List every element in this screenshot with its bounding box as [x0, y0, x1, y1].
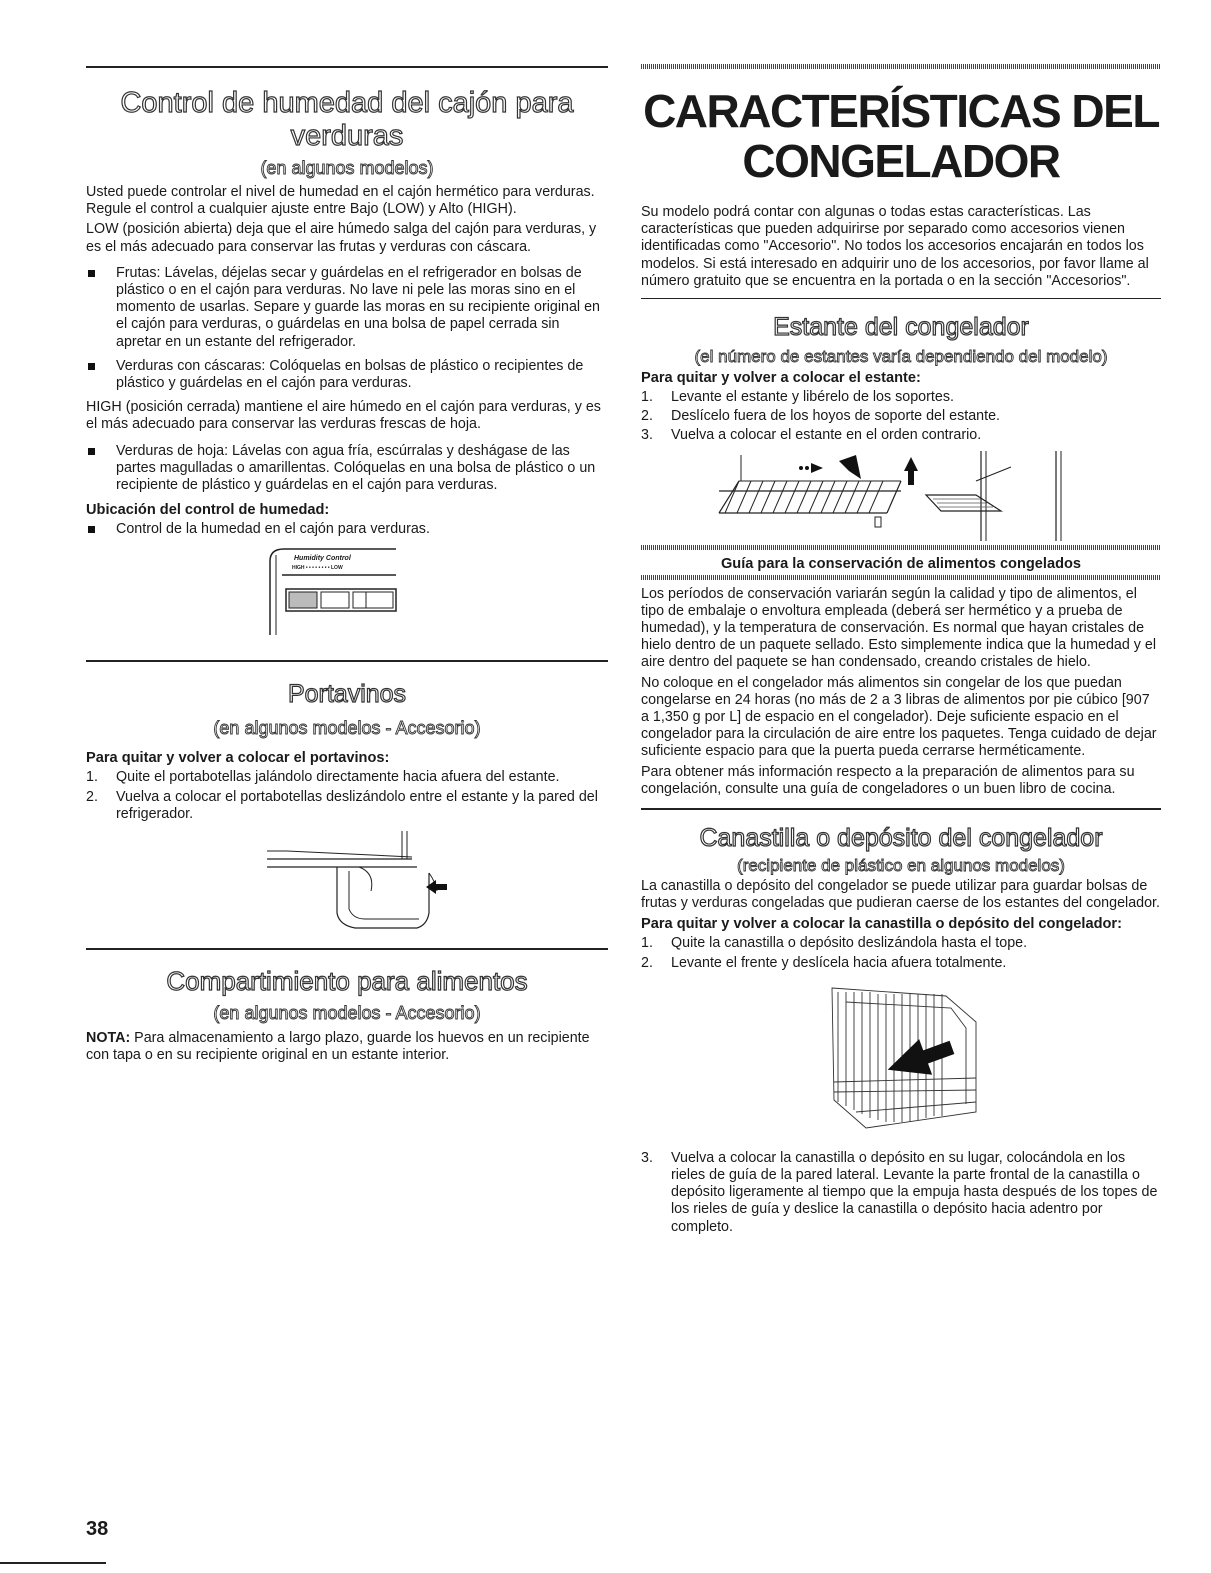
humidity-control-scale: HIGH • • • • • • • • LOW: [292, 565, 343, 572]
compartment-section-subtitle: (en algunos modelos - Accesorio): [213, 1003, 481, 1024]
step-text: Vuelva a colocar la canastilla o depósito en su lugar, colocándola en los rieles de guía de la pared lateral. Levante la parte frontal de la canastilla o depósito ligeramente al tiempo que la empuja hasta después de los topes de los rieles de guía y deslice la canastilla o depósito hacia adentro por completo.: [671, 1149, 1158, 1235]
freezer-shelf-illustration: [711, 451, 1151, 541]
humidity-section-subtitle: (en algunos modelos): [260, 158, 434, 178]
section-divider: [641, 575, 1161, 580]
freezer-basket-illustration: [826, 982, 986, 1132]
section-divider: [641, 808, 1161, 810]
shelf-section-title: Estante del congelador: [773, 313, 1029, 342]
shelf-section-subtitle: (el número de estantes varía dependiendo del modelo): [694, 347, 1108, 367]
step-number: 1.: [641, 389, 653, 406]
step-number: 2.: [641, 408, 653, 425]
wine-rack-illustration: [247, 829, 447, 934]
section-divider: [86, 948, 608, 950]
step-number: 3.: [641, 1149, 653, 1166]
section-divider: [86, 66, 608, 68]
main-title-line-2: CONGELADOR: [742, 135, 1060, 187]
section-divider: [86, 660, 608, 662]
humidity-location-heading: Ubicación del control de humedad:: [86, 502, 330, 519]
humidity-control-illustration: [266, 545, 406, 637]
guide-paragraph-2: No coloque en el congelador más alimentos sin congelar de los que puedan congelarse en 24 horas (no más de 2 a 3 libras de alimentos por pie cúbico [907 a 1,350 g por L] de espacio en el congelador). Deje suficiente espacio en el congelador para la circulación de aire entre los paquetes. Tenga cuidado de dejar suficiente espacio para que la puerta pueda cerrarse herméticamente.: [641, 674, 1157, 760]
note-label: NOTA:: [86, 1030, 131, 1047]
humidity-paragraph-2: LOW (posición abierta) deja que el aire húmedo salga del cajón para verduras, y es el más adecuado para conservar las frutas y verduras con cáscara.: [86, 221, 597, 255]
list-item: Control de la humedad en el cajón para verduras.: [86, 521, 608, 538]
intro-paragraph: Su modelo podrá contar con algunas o todas estas características. Las características que pueden adquirirse por separado como accesorios vienen identificadas como "Accesorio". No todos los accesorios encajarán en todos los modelos. Si está interesado en adquirir uno de los accesorios, por favor llame al número gratuito que se encuentra en la portada o en la sección "Accesorios".: [641, 204, 1149, 289]
step-text: Deslícelo fuera de los hoyos de soporte del estante.: [671, 408, 1001, 425]
humidity-section-title: Control de humedad del cajón para verduras: [120, 87, 574, 152]
wine-rack-steps: [86, 769, 608, 823]
list-item: Verduras con cáscaras: Colóquelas en bolsas de plástico o recipientes de plástico y guárdelas en el cajón para verduras.: [86, 358, 608, 392]
humidity-location-bullets: [86, 521, 608, 538]
step-number: 2.: [641, 954, 653, 971]
humidity-control-label: Humidity Control: [294, 555, 351, 563]
step-number: 1.: [86, 769, 98, 786]
section-divider: [641, 298, 1161, 299]
compartment-section-title: Compartimiento para alimentos: [166, 966, 528, 997]
note-text: Para almacenamiento a largo plazo, guarde los huevos en un recipiente con tapa o en su recipiente original en un estante interior.: [86, 1030, 590, 1064]
step-text: Quite la canastilla o depósito deslizándola hasta el tope.: [671, 935, 1028, 952]
compartment-note: [86, 1030, 608, 1064]
wine-rack-heading: Para quitar y volver a colocar el portavinos:: [86, 750, 390, 767]
step-text: Vuelva a colocar el estante en el orden contrario.: [671, 427, 982, 444]
step-number: 1.: [641, 935, 653, 952]
basket-heading: Para quitar y volver a colocar la canastilla o depósito del congelador:: [641, 916, 1122, 933]
footer-rule: [0, 1562, 106, 1564]
list-item: Frutas: Lávelas, déjelas secar y guárdelas en el refrigerador en bolsas de plástico o en el cajón para verduras. No lave ni pele las moras sino en el momento de usarlas. Separe y guarde las moras en su recipiente original en el cajón para verduras, o guárdelas en una bolsa de papel cerrada sin apretar en un estante del refrigerador.: [86, 265, 608, 351]
basket-steps: [641, 935, 1161, 971]
list-item: [641, 1150, 1161, 1236]
basket-section-title: Canastilla o depósito del congelador: [699, 824, 1103, 853]
list-item: Verduras de hoja: Lávelas con agua fría, escúrralas y deshágase de las partes magulladas o amarillentas. Colóquelas en una bolsa de plástico o un recipiente de plástico y guárdelas en el cajón para verduras.: [86, 443, 608, 495]
section-divider: [641, 64, 1161, 69]
wine-rack-section-subtitle: (en algunos modelos - Accesorio): [213, 718, 481, 739]
humidity-paragraph-3: HIGH (posición cerrada) mantiene el aire húmedo en el cajón para verduras, y es el más adecuado para conservar las verduras frescas de hoja.: [86, 399, 601, 433]
list-item: [641, 955, 1161, 972]
humidity-bullets-high: [86, 443, 608, 495]
basket-steps-continued: [641, 1150, 1161, 1236]
shelf-heading: Para quitar y volver a colocar el estante:: [641, 370, 921, 387]
left-column: [86, 0, 608, 1067]
list-item: [641, 935, 1161, 952]
humidity-paragraph-1: Usted puede controlar el nivel de humedad en el cajón hermético para verduras. Regule el control a cualquier ajuste entre Bajo (LOW) y Alto (HIGH).: [86, 184, 595, 218]
step-text: Levante el frente y deslícela hacia afuera totalmente.: [671, 954, 1007, 971]
guide-paragraph-1: Los períodos de conservación variarán según la calidad y tipo de alimentos, el tipo de embalaje o envoltura empleada (deberá ser hermético y a prueba de humedad), y la temperatura de conservación. Es normal que hayan cristales de hielo dentro de un paquete sellado. Esto simplemente indica que la humedad y el aire dentro del paquete se han condensado, creando cristales de hielo.: [641, 585, 1157, 671]
step-text: Levante el estante y libérelo de los soportes.: [671, 389, 954, 406]
step-number: 3.: [641, 427, 653, 444]
step-text: Vuelva a colocar el portabotellas deslizándolo entre el estante y la pared del refrigerador.: [116, 788, 598, 822]
list-item: [641, 389, 1161, 406]
freezer-guide-heading: Guía para la conservación de alimentos congelados: [720, 555, 1082, 572]
humidity-bullets-low: [86, 265, 608, 392]
wine-rack-section-title: Portavinos: [287, 680, 407, 709]
step-number: 2.: [86, 788, 98, 805]
list-item: [86, 769, 608, 786]
right-column: [641, 0, 1161, 1238]
basket-paragraph: La canastilla o depósito del congelador se puede utilizar para guardar bolsas de frutas y verduras congeladas que pudieran caerse de los estantes del congelador.: [641, 878, 1160, 912]
main-title-line-1: CARACTERÍSTICAS DEL: [643, 85, 1159, 137]
shelf-steps: [641, 389, 1161, 445]
basket-section-subtitle: (recipiente de plástico en algunos modelos): [737, 856, 1065, 876]
page-number: 38: [86, 1518, 109, 1540]
list-item: [641, 408, 1161, 425]
list-item: [86, 789, 608, 823]
step-text: Quite el portabotellas jalándolo directamente hacia afuera del estante.: [116, 769, 560, 786]
guide-paragraph-3: Para obtener más información respecto a la preparación de alimentos para su congelación, consulte una guía de congeladores o un buen libro de cocina.: [641, 763, 1135, 797]
list-item: [641, 427, 1161, 444]
section-divider: [641, 545, 1161, 550]
